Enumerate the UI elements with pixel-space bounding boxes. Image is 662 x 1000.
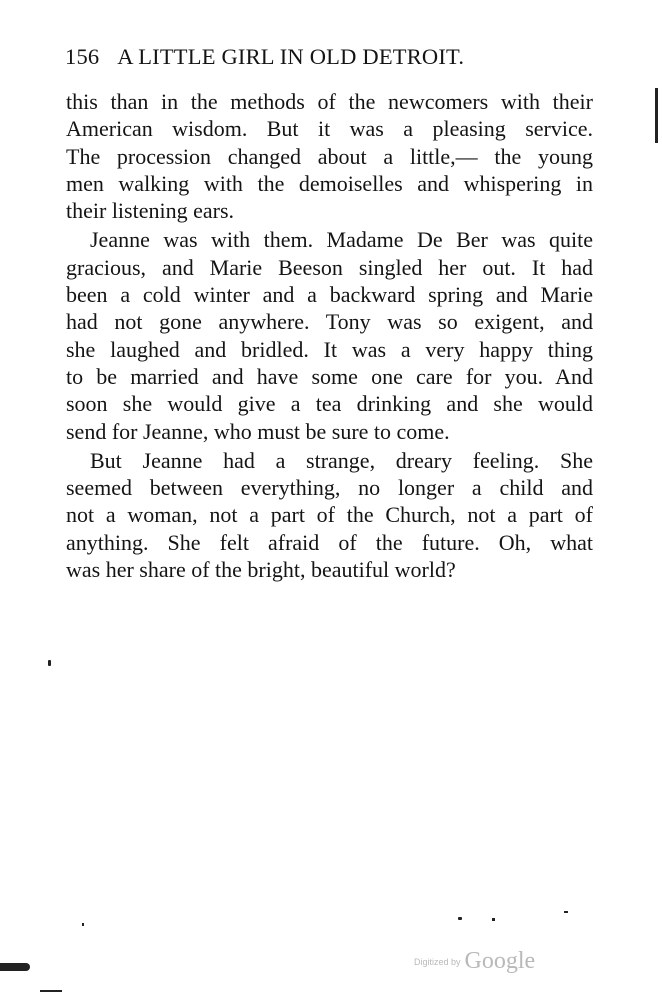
running-head: [65, 44, 600, 70]
text-line: this than in the methods of the newcomers with their: [66, 89, 593, 114]
scan-speck: [492, 918, 495, 921]
text-line: had not gone anywhere. Tony was so exigent, and: [66, 309, 593, 335]
scan-speck: [48, 660, 51, 666]
text-line: been a cold winter and a backward spring and Marie: [66, 282, 593, 308]
text-line: seemed between everything, no longer a child and: [66, 475, 593, 501]
text-line: anything. She felt afraid of the future. Oh, what: [66, 529, 593, 555]
scan-speck: [82, 923, 84, 926]
text-line: she laughed and bridled. It was a very happy thing: [66, 336, 593, 362]
text-line: Jeanne was with them. Madame De Ber was quite: [90, 227, 593, 253]
scan-edge-mark: [655, 88, 658, 143]
google-watermark: [414, 948, 535, 975]
text-line: But Jeanne had a strange, dreary feeling. She: [90, 447, 593, 473]
scan-edge-mark: [0, 963, 30, 971]
text-line: to be married and have some one care for you. And: [66, 363, 593, 389]
text-line: The procession changed about a little,— the young: [66, 143, 593, 169]
paragraph: [66, 226, 593, 444]
text-line: gracious, and Marie Beeson singled her out. It had: [66, 254, 593, 280]
text-line: send for Jeanne, who must be sure to come.: [66, 418, 450, 444]
text-line: American wisdom. But it was a pleasing service.: [66, 116, 593, 142]
text-line: their listening ears.: [66, 198, 235, 224]
watermark-digitized-by: Digitized by: [414, 957, 461, 967]
body-text: [66, 88, 593, 583]
book-title: A LITTLE GIRL IN OLD DETROIT.: [117, 44, 465, 69]
scan-speck: [458, 917, 462, 920]
watermark-google-logo: Google: [464, 948, 536, 974]
text-line: men walking with the demoiselles and whispering in: [66, 170, 593, 196]
scan-speck: [564, 911, 568, 913]
page-number: 156: [65, 44, 100, 69]
text-line: not a woman, not a part of the Church, not a part of: [66, 502, 593, 528]
paragraph: [66, 447, 593, 583]
text-line: soon she would give a tea drinking and she would: [66, 391, 593, 417]
scan-edge-mark: [40, 990, 62, 992]
text-line: was her share of the bright, beautiful world?: [66, 557, 456, 583]
paragraph: [66, 88, 593, 224]
